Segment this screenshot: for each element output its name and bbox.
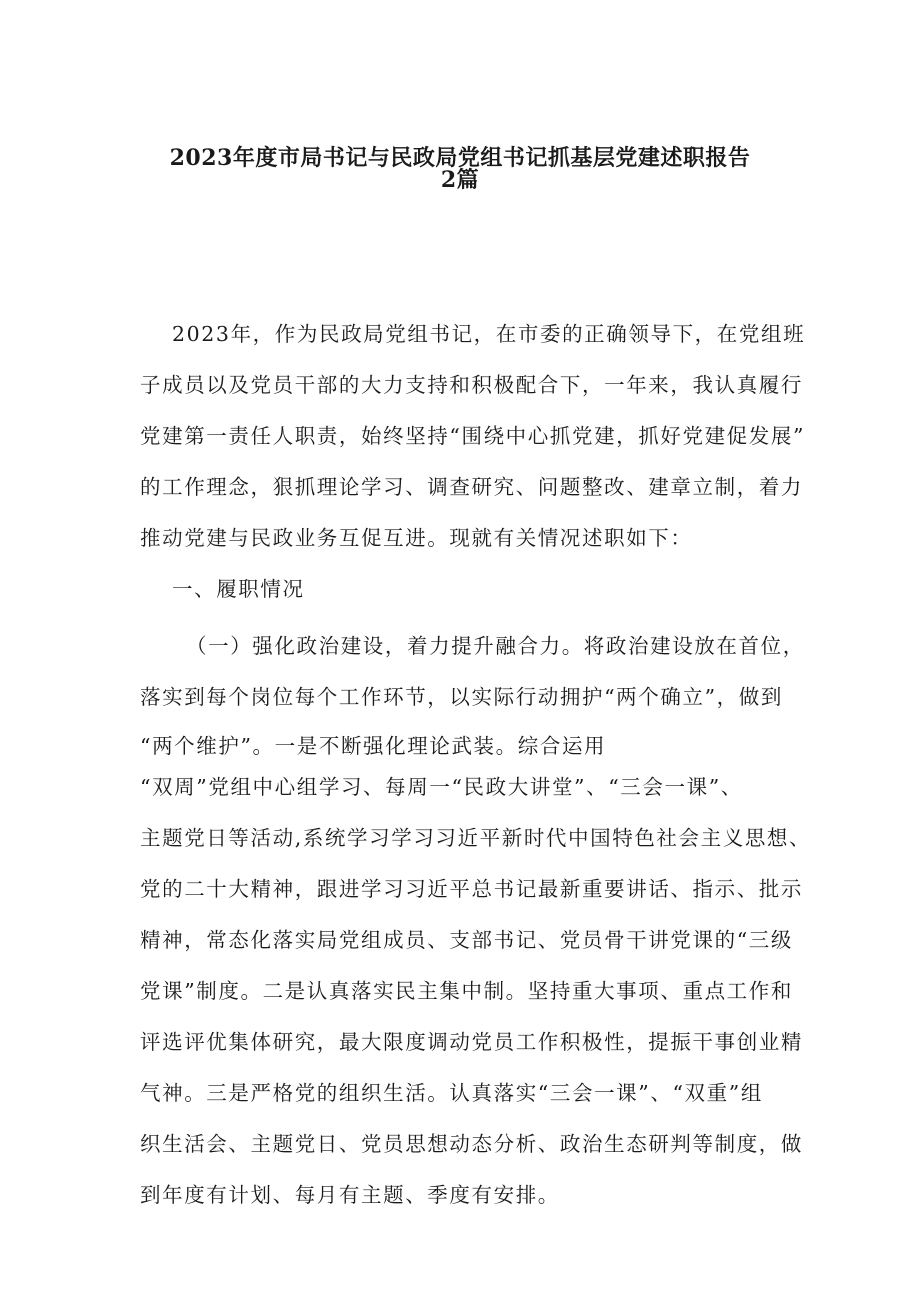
paragraph-line: 党的二十大精神，跟进学习习近平总书记最新重要讲话、指示、批示 [140, 877, 803, 901]
paragraph-line: （一）强化政治建设，着力提升融合力。将政治建设放在首位， [186, 634, 805, 658]
paragraph-line: 主题党日等活动,系统学习学习习近平新时代中国特色社会主义思想、 [140, 826, 812, 850]
paragraph-line: 气神。三是严格党的组织生活。认真落实“三会一课”、“双重”组 [140, 1081, 763, 1105]
intro-line: 推动党建与民政业务互促互进。现就有关情况述职如下： [140, 526, 693, 550]
intro-line: 2023年，作为民政局党组书记，在市委的正确领导下，在党组班 [172, 322, 806, 346]
paragraph-line: 落实到每个岗位每个工作环节，以实际行动拥护“两个确立”，做到 [140, 685, 783, 709]
paragraph-line: “两个维护”。一是不断强化理论武装。综合运用 [140, 734, 607, 758]
intro-line: 的工作理念，狠抓理论学习、调查研究、问题整改、建章立制，着力 [140, 475, 803, 499]
paragraph-line: 精神，常态化落实局党组成员、支部书记、党员骨干讲党课的“三级 [140, 928, 793, 952]
paragraph-line: 到年度有计划、每月有主题、季度有安排。 [140, 1183, 560, 1207]
paragraph-line: 评选评优集体研究，最大限度调动党员工作积极性，提振干事创业精 [140, 1030, 803, 1054]
document-title-line-2: 2篇 [440, 167, 480, 193]
paragraph-line: “双周”党组中心组学习、每周一“民政大讲堂”、“三会一课”、 [140, 775, 743, 799]
intro-line: 子成员以及党员干部的大力支持和积极配合下，一年来，我认真履行 [140, 373, 803, 397]
intro-line: 党建第一责任人职责，始终坚持“围绕中心抓党建，抓好党建促发展” [140, 424, 806, 448]
document-title-line-1: 2023年度市局书记与民政局党组书记抓基层党建述职报告 [169, 145, 751, 171]
paragraph-line: 织生活会、主题党日、党员思想动态分析、政治生态研判等制度，做 [140, 1132, 803, 1156]
paragraph-line: 党课”制度。二是认真落实民主集中制。坚持重大事项、重点工作和 [140, 979, 793, 1003]
section-heading: 一、履职情况 [172, 577, 305, 601]
